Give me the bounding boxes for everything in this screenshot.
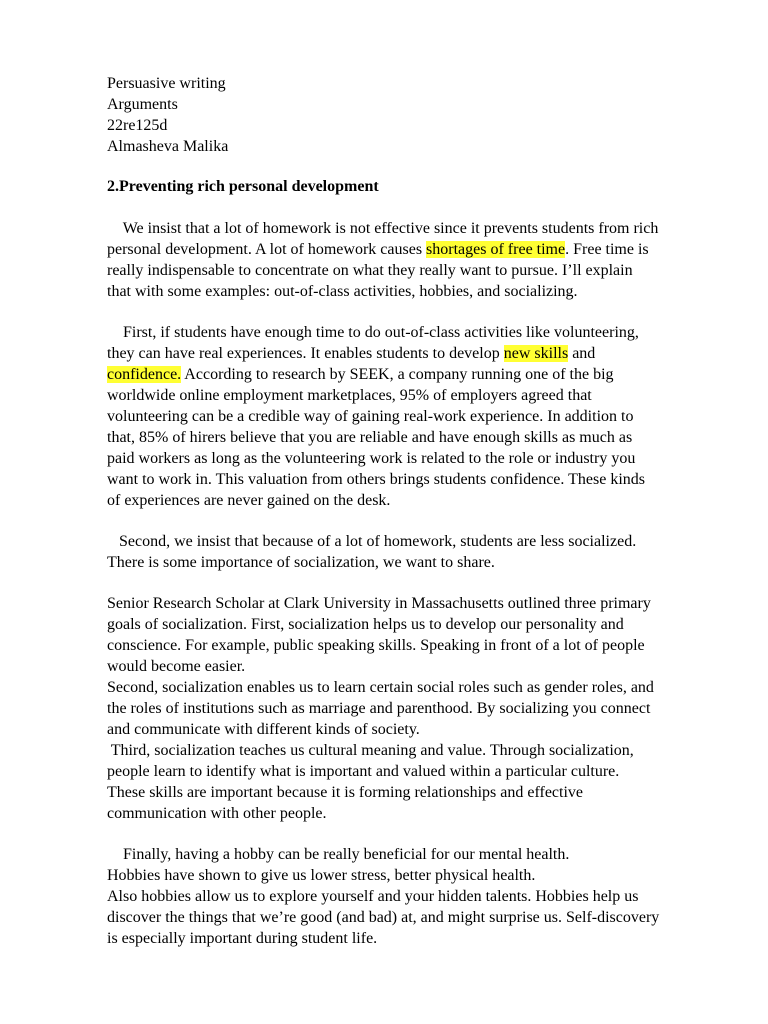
body-line [107, 449, 635, 469]
body-text-segment: Second, we insist that because of a lot of homework, students are less socialized. [107, 533, 637, 550]
body-line [107, 866, 535, 886]
body-text-segment: We insist that a lot of homework is not effective since it prevents students from rich [107, 220, 659, 237]
body-text-segment: worldwide online employment marketplaces, 95% of employers agreed that [107, 387, 592, 404]
body-text-segment: . Free time is [565, 241, 649, 258]
body-line [107, 323, 639, 343]
body-line [107, 470, 645, 490]
body-line [107, 678, 654, 698]
body-text-segment: really indispensable to concentrate on what they really want to pursue. I’ll explain [107, 262, 633, 279]
section-heading: 2.Preventing rich personal development [107, 178, 379, 195]
body-text-segment: conscience. For example, public speaking skills. Speaking in front of a lot of people [107, 637, 645, 654]
body-line [107, 344, 595, 364]
body-text-segment: the roles of institutions such as marriage and parenthood. By socializing you connect [107, 700, 651, 717]
body-text-segment: volunteering can be a credible way of gaining real-work experience. In addition to [107, 408, 634, 425]
body-text-segment: paid workers as long as the volunteering work is related to the role or industry you [107, 450, 636, 467]
body-text-segment: they can have real experiences. It enables students to develop [107, 345, 504, 362]
body-text-segment: goals of socialization. First, socialization helps us to develop our personality and [107, 616, 624, 633]
body-text-segment: discover the things that we’re good (and bad) at, and might surprise us. Self-discovery [107, 909, 660, 926]
body-text-segment: Finally, having a hobby can be really beneficial for our mental health. [107, 846, 570, 863]
body-line [107, 720, 420, 740]
header-author: Almasheva Malika [107, 138, 229, 155]
body-text-segment: is especially important during student life. [107, 930, 378, 947]
body-line [107, 783, 583, 803]
body-text-segment: that with some examples: out-of-class activities, hobbies, and socializing. [107, 283, 578, 300]
body-line [107, 657, 245, 677]
body-line [107, 365, 614, 385]
body-text-segment: people learn to identify what is important and valued within a particular culture. [107, 763, 620, 780]
body-line [107, 615, 624, 635]
body-text-segment: There is some importance of socialization, we want to share. [107, 554, 495, 571]
body-line [107, 887, 638, 907]
body-line [107, 553, 495, 573]
body-line [107, 407, 633, 427]
header-type: Arguments [107, 96, 178, 113]
body-text-segment: Second, socialization enables us to learn certain social roles such as gender roles, and [107, 679, 654, 696]
highlighted-text: new skills [503, 345, 569, 362]
body-line [107, 804, 327, 824]
header-course: Persuasive writing [107, 75, 226, 92]
body-text-segment: Third, socialization teaches us cultural meaning and value. Through socialization, [107, 742, 634, 759]
body-text-segment: that, 85% of hirers believe that you are reliable and have enough skills as much as [107, 429, 633, 446]
highlighted-text: shortages of free time [426, 241, 566, 258]
header-id: 22re125d [107, 117, 168, 134]
body-text-segment: personal development. A lot of homework causes [107, 241, 427, 258]
highlighted-text: confidence. [107, 366, 182, 383]
body-line [107, 908, 659, 928]
body-line [107, 762, 619, 782]
body-line [107, 261, 633, 281]
body-text-segment: According to research by SEEK, a company running one of the big [181, 366, 614, 383]
body-line [107, 929, 377, 949]
body-line [107, 741, 634, 761]
body-text-segment: would become easier. [107, 658, 246, 675]
body-line [107, 636, 645, 656]
body-line [107, 699, 650, 719]
body-text-segment: Senior Research Scholar at Clark University in Massachusetts outlined three primary [107, 595, 651, 612]
body-line [107, 594, 651, 614]
body-line [107, 845, 569, 865]
body-text-segment: want to work in. This valuation from others brings students confidence. These kinds [107, 471, 645, 488]
body-text-segment: Also hobbies allow us to explore yourself and your hidden talents. Hobbies help us [107, 888, 639, 905]
body-line [107, 491, 390, 511]
body-line [107, 386, 592, 406]
body-text-segment: of experiences are never gained on the desk. [107, 492, 391, 509]
body-line [107, 240, 649, 260]
body-text-segment: and [568, 345, 596, 362]
body-text-segment: These skills are important because it is forming relationships and effective [107, 784, 584, 801]
body-text-segment: Hobbies have shown to give us lower stress, better physical health. [107, 867, 536, 884]
body-line [107, 428, 632, 448]
body-text-segment: communication with other people. [107, 805, 327, 822]
body-line [107, 282, 578, 302]
body-text-segment: First, if students have enough time to do out-of-class activities like volunteering, [107, 324, 639, 341]
body-line [107, 532, 636, 552]
body-line [107, 219, 658, 239]
body-text-segment: and communicate with different kinds of society. [107, 721, 420, 738]
